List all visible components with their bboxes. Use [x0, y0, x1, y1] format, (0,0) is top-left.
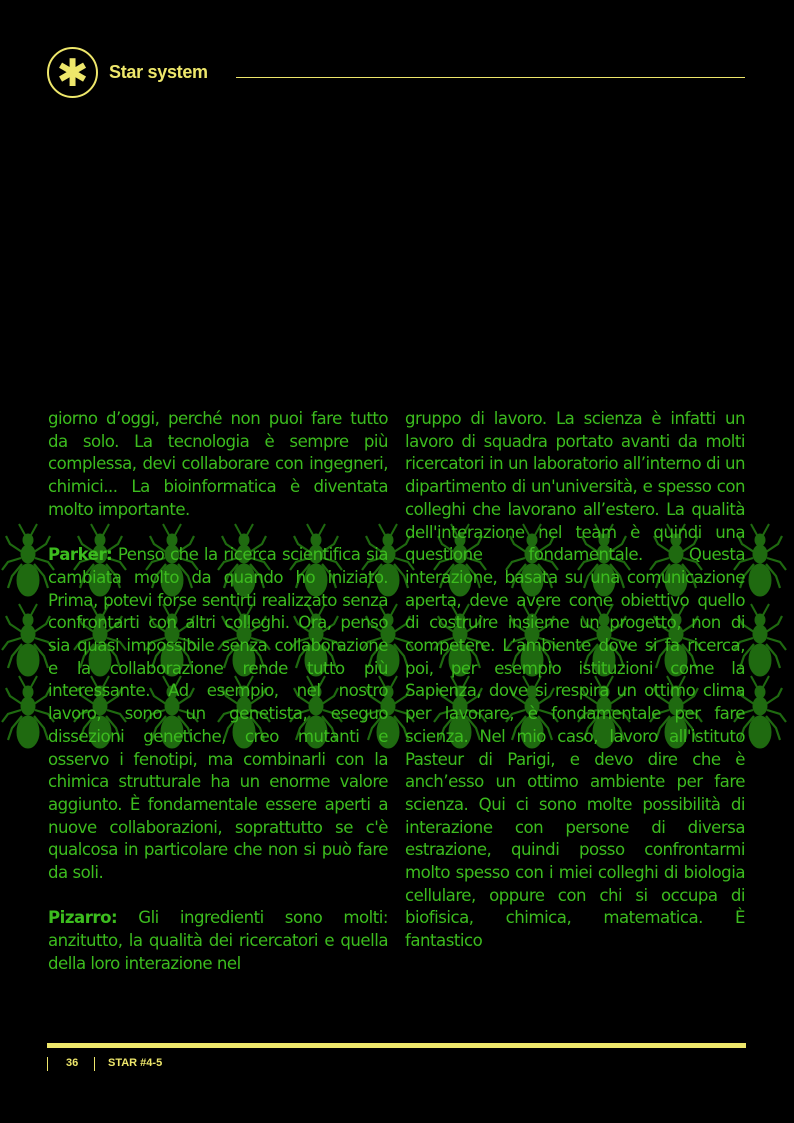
header-divider: [236, 77, 745, 78]
paragraph: [48, 544, 388, 885]
answer-text: Penso che la ricerca scientifica sia cambiata molto da quando ho iniziato. Prima, potevi forse sentirti realizzato senza confrontarti con altri colleghi. Ora, penso sia quasi impossibile senza collaborazione e la collaborazione rende tutto più interessante. Ad esempio, nel nostro lavoro, sono un genetista, eseguo dissezioni genetiche, creo mutanti e osservo i fenotipi, ma combinarli con la chimica strutturale ha un enorme valore aggiunto. È fondamentale essere aperti a nuove collaborazioni, soprattutto se c'è qualcosa in particolare che non si può fare da soli.: [48, 545, 388, 883]
paragraph: gruppo di lavoro. La scienza è infatti un lavoro di squadra portato avanti da molti ricercatori in un laboratorio all’interno di un dipartimento di un'università, e spesso con colleghi che lavorano all’estero. La qualità dell'interazione nel team è quindi una questione fondamentale. Questa interazione, basata su una comunicazione aperta, deve avere come obiettivo quello di costruire insieme un progetto, non di competere. L’ambiente dove si fa ricerca, poi, per esempio istituzioni come la Sapienza, dove si respira un ottimo clima per lavorare, è fondamentale per fare scienza. Nel mio caso, lavoro all'istituto Pasteur di Parigi, e devo dire che è anch’esso un ottimo ambiente per fare scienza. Qui ci sono molte possibilità di interazione con persone di diversa estrazione, quindi posso confrontarmi molto spesso con i miei colleghi di biologia cellulare, oppure con chi si occupa di biofisica, chimica, matematica. È fantastico: [405, 409, 745, 951]
paragraph: [48, 907, 388, 975]
article-column-right: [405, 408, 745, 976]
footer-divider: [94, 1057, 95, 1071]
magazine-issue: STAR #4-5: [108, 1057, 163, 1069]
article-column-left: [48, 408, 388, 998]
answer-text: Gli ingredienti sono molti: anzitutto, la qualità dei ricercatori e quella della loro interazione nel: [48, 908, 388, 973]
page-number: 36: [66, 1057, 79, 1069]
speaker-name: Parker:: [48, 545, 113, 565]
speaker-name: Pizarro:: [48, 908, 118, 928]
section-logo: [47, 47, 98, 98]
footer-bar: [47, 1043, 746, 1048]
paragraph: giorno d’oggi, perché non puoi fare tutto da solo. La tecnologia è sempre più complessa, devi collaborare con ingegneri, chimici... La bioinformatica è diventata molto importante.: [48, 409, 388, 519]
footer-divider: [47, 1057, 48, 1071]
asterisk-icon: ✱: [56, 50, 89, 95]
section-title: Star system: [109, 62, 208, 82]
